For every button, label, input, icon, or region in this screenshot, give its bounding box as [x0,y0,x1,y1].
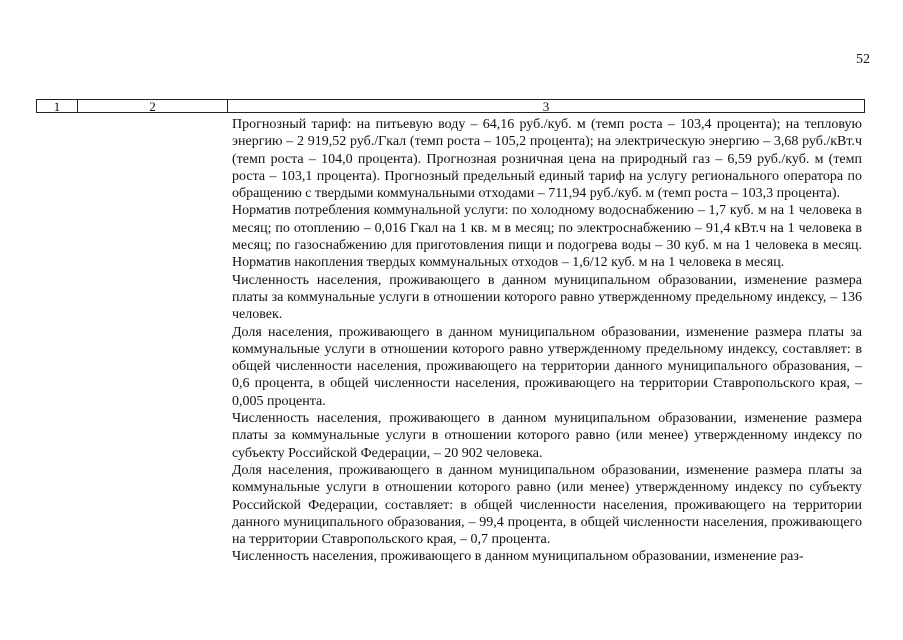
table-header-col-1: 1 [37,100,78,112]
table-header-row [36,99,865,113]
paragraph-population-equal-or-less: Численность населения, проживающего в данном муниципальном образовании, изменение размера платы за коммунальные услуги в отношении которого равно (или менее) утвержденному индексу по субъекту Российской Федерации, – 20 902 человека. [232,411,862,461]
paragraph-population-equal-limit: Численность населения, проживающего в данном муниципальном образовании, изменение размера платы за коммунальные услуги в отношении которого равно утвержденному предельному индексу, – 136 человек. [232,272,862,323]
paragraph-population-continued: Численность населения, проживающего в данном муниципальном образовании, изменение раз- [232,549,804,565]
paragraph-share-equal-limit: Доля населения, проживающего в данном муниципальном образовании, изменение размера платы за коммунальные услуги в отношении которого равно утвержденному предельному индексу, составляет: в общей численности населения, проживающего на территории данного муниципального образования, – 0,6 процента, в общей численности населения, проживающего на территории Ставропольского края, – 0,005 процента. [232,324,862,409]
paragraph-share-equal-or-less: Доля населения, проживающего в данном муниципальном образовании, изменение размера платы за коммунальные услуги в отношении которого равно (или менее) утвержденному индексу по субъекту Российской Федерации, составляет: в общей численности населения, проживающего на территории данного муниципального образования, – 99,4 процента, в общей численности населения, проживающего на территории Ставропольского края, – 0,7 процента. [232,462,862,548]
page-number: 52 [856,52,870,67]
table-header-col-3: 3 [542,99,550,114]
table-column-3-content [232,116,862,566]
table-header-col-2: 2 [78,100,228,112]
paragraph-forecast-tariffs: Прогнозный тариф: на питьевую воду – 64,16 руб./куб. м (темп роста – 103,4 процента); на тепловую энергию – 2 919,52 руб./Гкал (темп роста – 105,2 процента); на электрическую энергию – 3,68 руб./кВт.ч (темп роста – 104,0 процента). Прогнозная розничная цена на природный газ – 6,59 руб./куб. м (темп роста – 103,1 процента). Прогнозный предельный единый тариф на услугу регионального оператора по обращению с твердыми коммунальными отходами – 711,94 руб./куб. м (темп роста – 103,3 процента). [232,117,862,202]
paragraph-consumption-norms: Норматив потребления коммунальной услуги: по холодному водоснабжению – 1,7 куб. м на 1 человека в месяц; по отоплению – 0,016 Гкал на 1 кв. м в месяц; по электроснабжению – 91,4 кВт.ч на 1 человека в месяц; по газоснабжению для приготовления пищи и подогрева воды – 30 куб. м на 1 человека в месяц. Норматив накопления твердых коммунальных отходов – 1,6/12 куб. м на 1 человека в месяц. [232,203,862,271]
